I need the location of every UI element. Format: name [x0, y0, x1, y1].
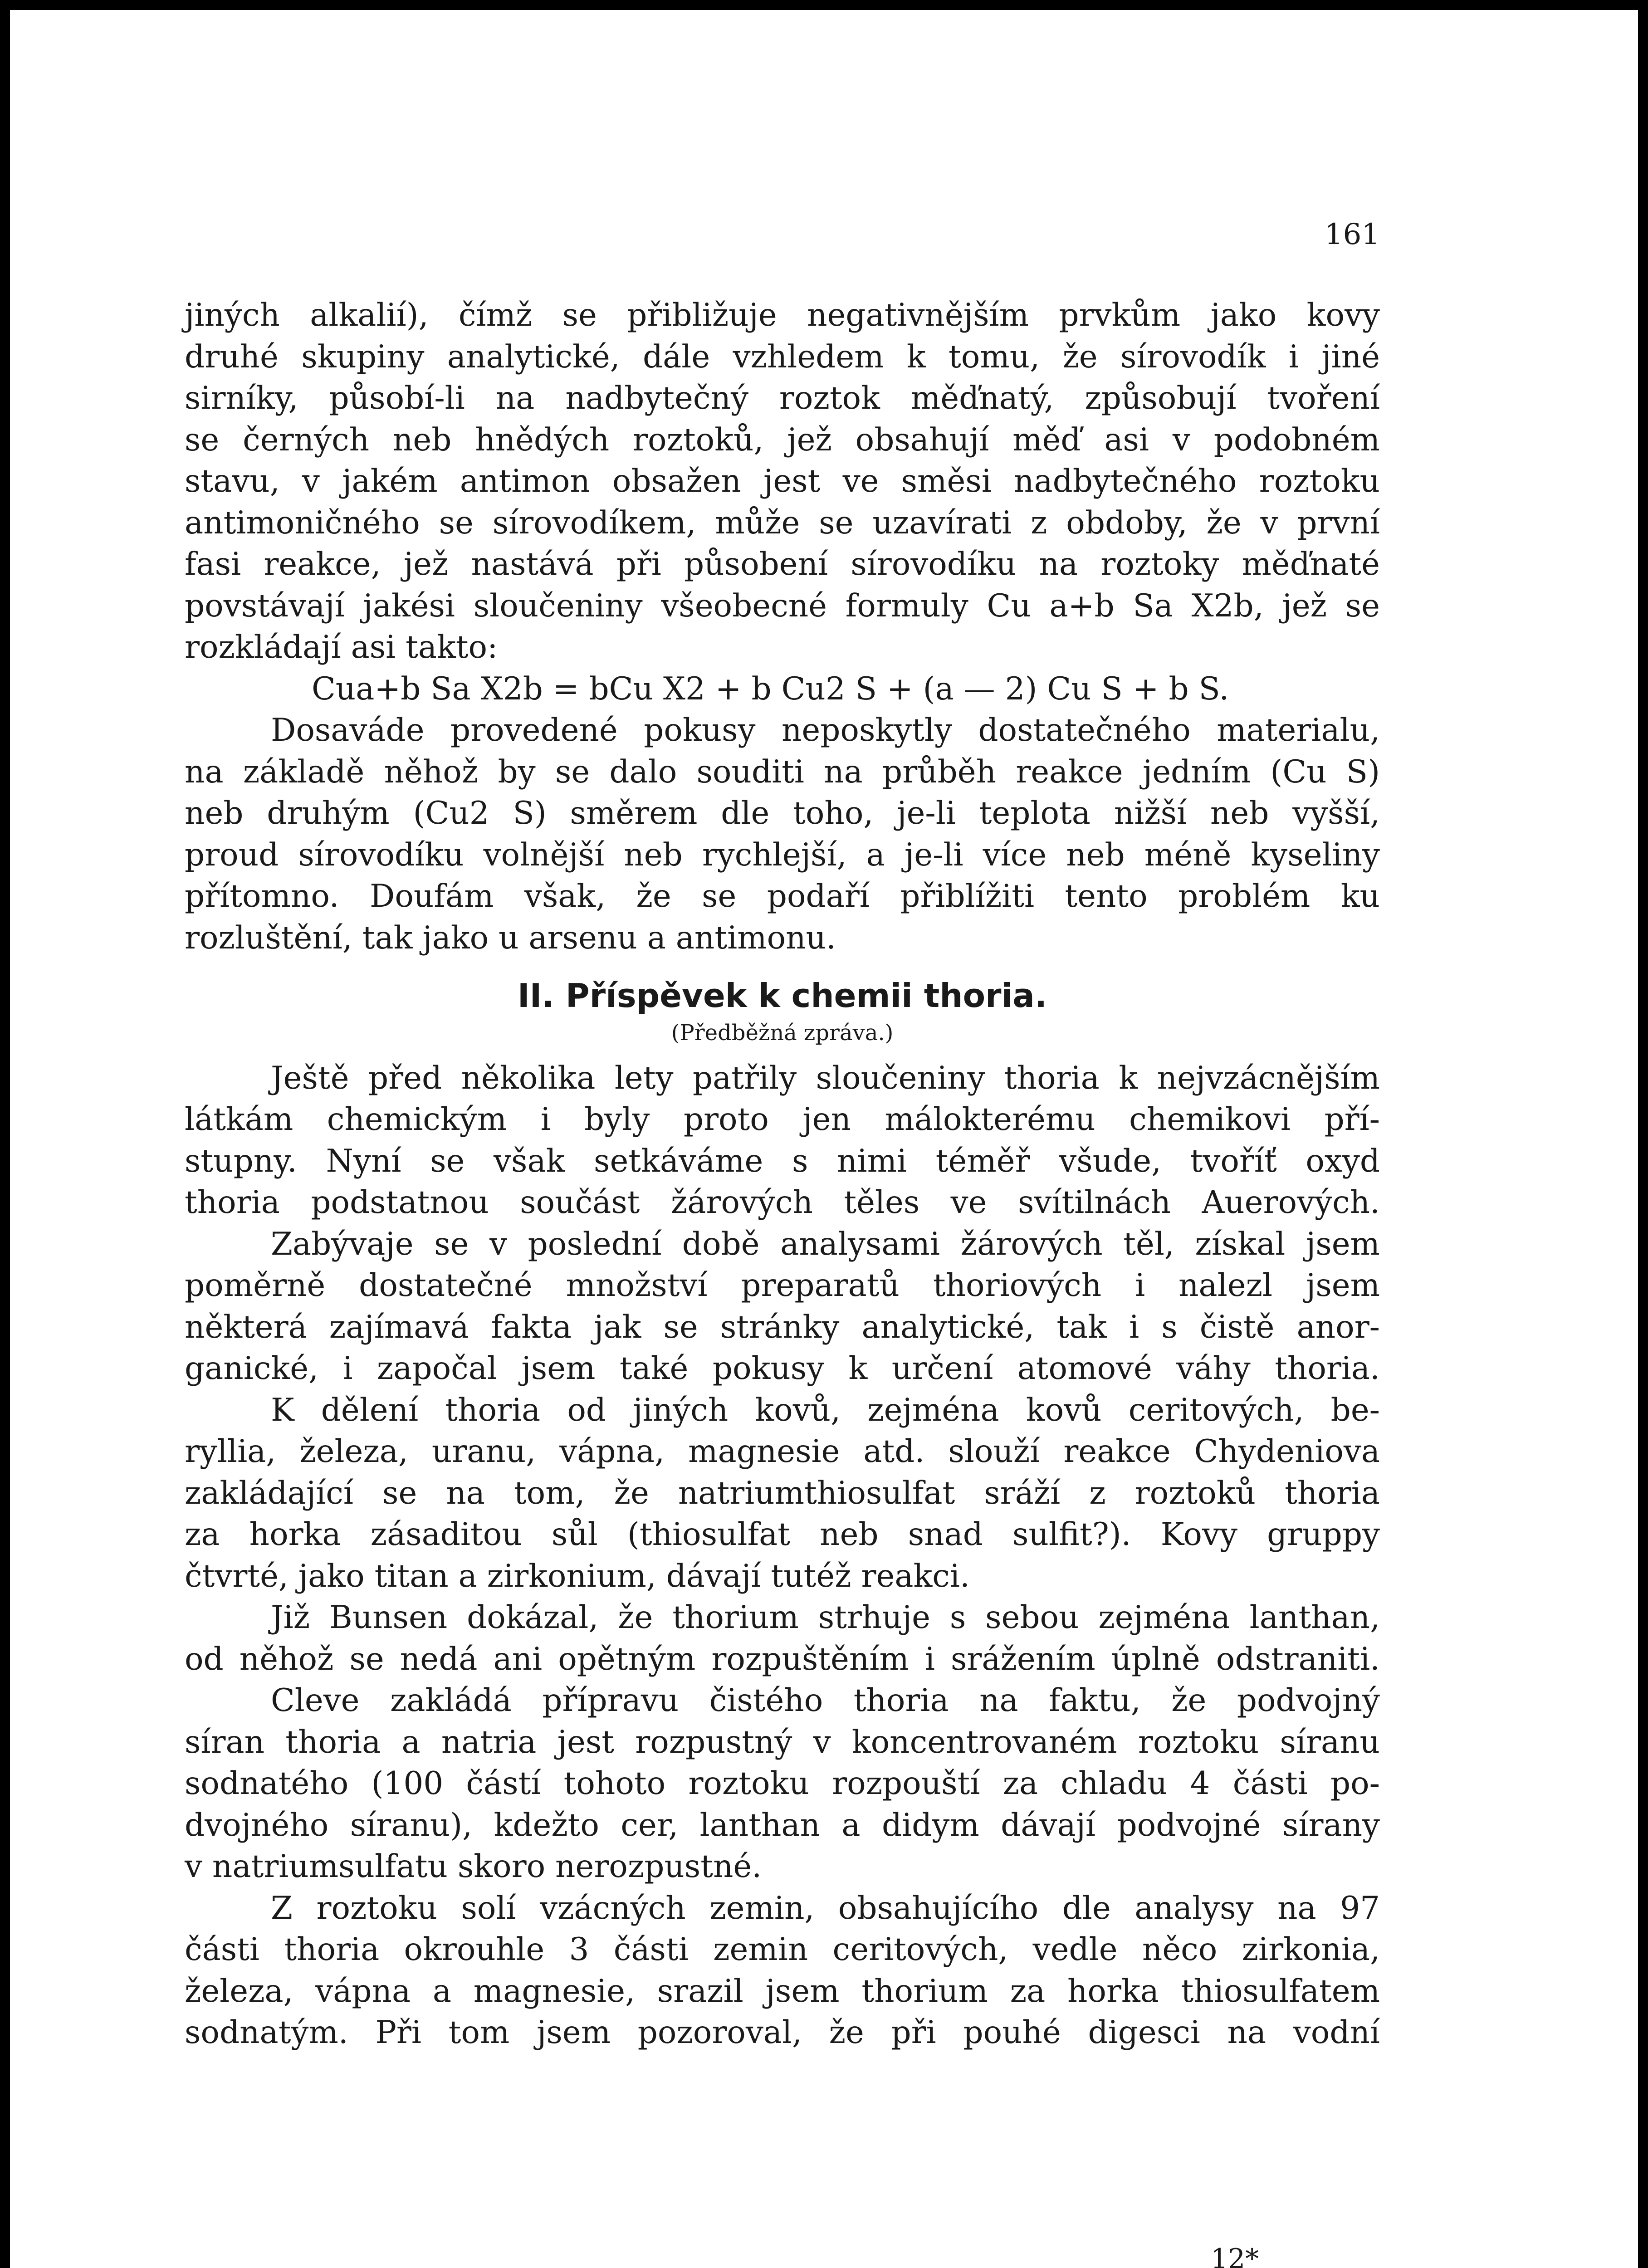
- section-subheading: (Předběžná zpráva.): [671, 1020, 894, 1046]
- text-line: thoria podstatnou součást žárových těles ve svítilnách Auerových.: [185, 1184, 1380, 1221]
- text-line: Z roztoku solí vzácných zemin, obsahujícího dle analysy na 97: [271, 1890, 1380, 1926]
- text-line: síran thoria a natria jest rozpustný v koncentrovaném roztoku síranu: [185, 1724, 1380, 1760]
- text-line: některá zajímavá fakta jak se stránky analytické, tak i s čistě anor-: [185, 1309, 1380, 1345]
- text-line: neb druhým (Cu2 S) směrem dle toho, je-li teplota nižší neb vyšší,: [185, 795, 1380, 831]
- text-line: poměrně dostatečné množství preparatů thoriových i nalezl jsem: [185, 1267, 1380, 1304]
- printer-signature-mark: 12*: [1210, 2243, 1259, 2268]
- section-heading: II. Příspěvek k chemii thoria.: [517, 977, 1047, 1015]
- text-line: sodnatého (100 částí tohoto roztoku rozpouští za chladu 4 části po-: [185, 1765, 1380, 1802]
- text-line: čtvrté, jako titan a zirkonium, dávají tutéž reakci.: [185, 1558, 970, 1594]
- text-line: Zabývaje se v poslední době analysami žárových těl, získal jsem: [271, 1226, 1380, 1262]
- text-line: Cleve zakládá přípravu čistého thoria na faktu, že podvojný: [271, 1682, 1380, 1719]
- text-line: rozkládají asi takto:: [185, 629, 498, 665]
- text-line: Ještě před několika lety patřily sloučeniny thoria k nejvzácnějším: [271, 1060, 1380, 1096]
- text-line: od něhož se nedá ani opětným rozpuštěním i srážením úplně odstraniti.: [185, 1641, 1380, 1677]
- text-line: proud sírovodíku volnější neb rychlejší, a je-li více neb méně kyseliny: [185, 836, 1380, 873]
- text-line: sodnatým. Při tom jsem pozoroval, že při pouhé digesci na vodní: [185, 2014, 1380, 2051]
- text-line: se černých neb hnědých roztoků, jež obsahují měď asi v podobném: [185, 421, 1380, 458]
- text-line: ryllia, železa, uranu, vápna, magnesie atd. slouží reakce Chydeniova: [185, 1433, 1380, 1470]
- text-line: Již Bunsen dokázal, že thorium strhuje s sebou zejména lanthan,: [271, 1599, 1380, 1636]
- text-line: na základě něhož by se dalo souditi na průběh reakce jedním (Cu S): [185, 753, 1380, 790]
- text-line: sirníky, působí-li na nadbytečný roztok měďnatý, způsobují tvoření: [185, 380, 1380, 416]
- text-line: ganické, i započal jsem také pokusy k určení atomové váhy thoria.: [185, 1350, 1380, 1387]
- book-page: [10, 10, 1638, 2268]
- text-line: železa, vápna a magnesie, srazil jsem thorium za horka thiosulfatem: [185, 1973, 1380, 2009]
- text-line: povstávají jakési sloučeniny všeobecné formuly Cu a+b Sa X2b, jež se: [185, 587, 1380, 624]
- text-line: zakládající se na tom, že natriumthiosulfat sráží z roztoků thoria: [185, 1475, 1380, 1511]
- text-line: K dělení thoria od jiných kovů, zejména kovů ceritových, be-: [271, 1392, 1380, 1428]
- text-line: Dosaváde provedené pokusy neposkytly dostatečného materialu,: [271, 712, 1380, 748]
- text-line: části thoria okrouhle 3 části zemin ceritových, vedle něco zirkonia,: [185, 1931, 1380, 1968]
- chemical-formula: Cua+b Sa X2b = bCu X2 + b Cu2 S + (a — 2) Cu S + b S.: [312, 670, 1229, 707]
- page-number: 161: [1324, 218, 1380, 251]
- text-line: stavu, v jakém antimon obsažen jest ve směsi nadbytečného roztoku: [185, 463, 1380, 499]
- text-line: antimoničného se sírovodíkem, může se uzavírati z obdoby, že v první: [185, 504, 1380, 541]
- text-line: stupny. Nyní se však setkáváme s nimi téměř všude, tvoříť oxyd: [185, 1143, 1380, 1179]
- text-line: dvojného síranu), kdežto cer, lanthan a didym dávají podvojné sírany: [185, 1807, 1380, 1843]
- text-line: rozluštění, tak jako u arsenu a antimonu.: [185, 919, 836, 956]
- text-line: za horka zásaditou sůl (thiosulfat neb snad sulfit?). Kovy gruppy: [185, 1516, 1380, 1553]
- text-line: látkám chemickým i byly proto jen málokterému chemikovi pří-: [185, 1101, 1380, 1138]
- text-line: druhé skupiny analytické, dále vzhledem k tomu, že sírovodík i jiné: [185, 338, 1380, 375]
- text-line: v natriumsulfatu skoro nerozpustné.: [185, 1848, 762, 1885]
- text-line: jiných alkalií), čímž se přibližuje negativnějším prvkům jako kovy: [185, 297, 1380, 333]
- body-text: [185, 295, 1380, 2054]
- text-line: přítomno. Doufám však, že se podaří přiblížiti tento problém ku: [185, 878, 1380, 914]
- text-line: fasi reakce, jež nastává při působení sírovodíku na roztoky měďnaté: [185, 546, 1380, 582]
